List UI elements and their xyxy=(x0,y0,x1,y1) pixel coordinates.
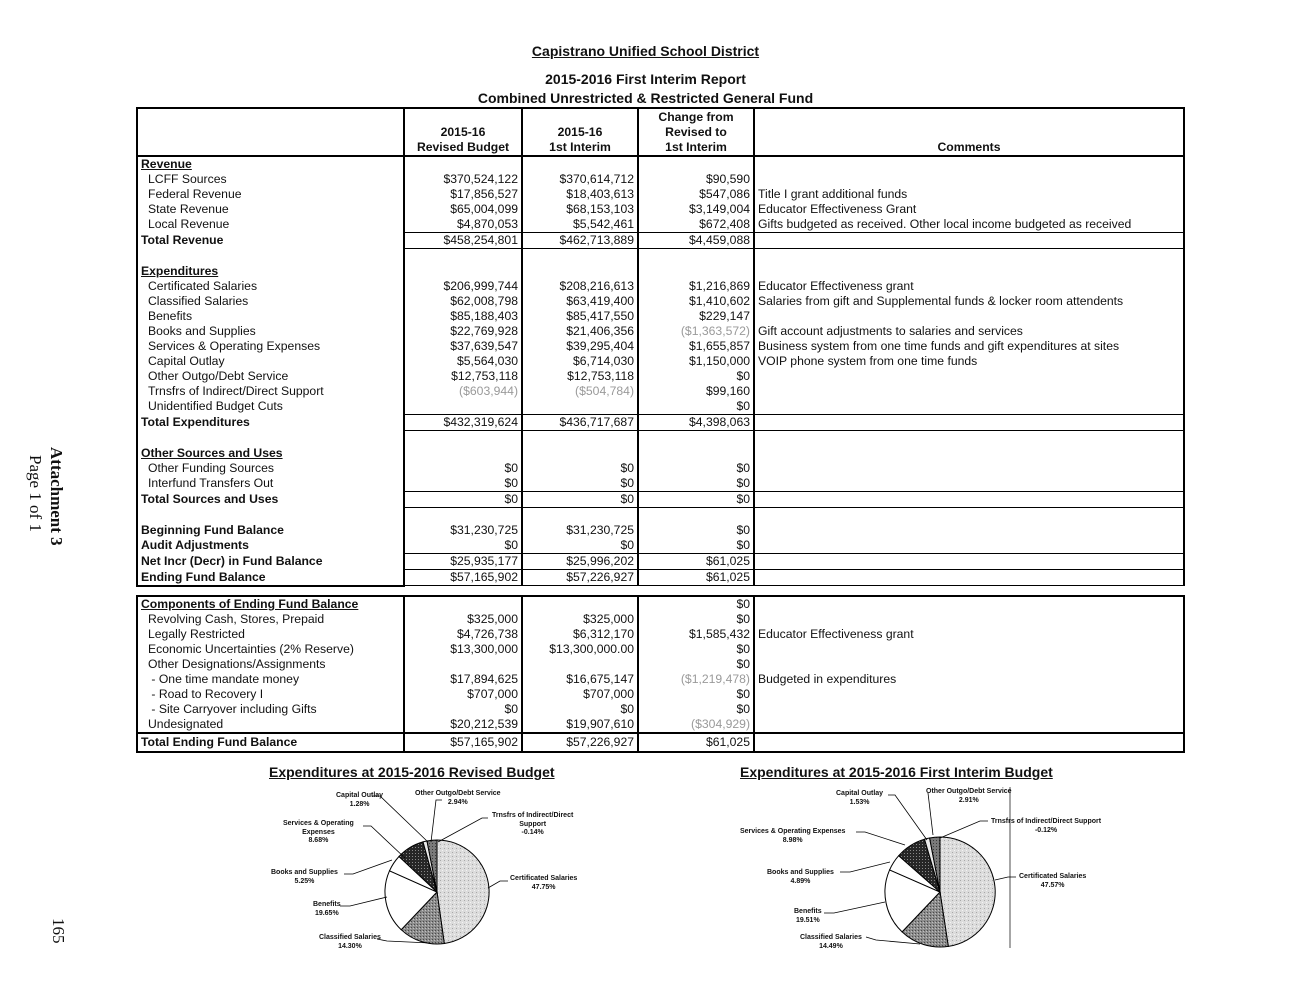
table-row: - Road to Recovery I $707,000 $707,000 $0 xyxy=(137,687,1184,702)
table-row: Economic Uncertainties (2% Reserve) $13,300,000 $13,300,000.00 $0 xyxy=(137,642,1184,657)
table-row: Revolving Cash, Stores, Prepaid $325,000 $325,000 $0 xyxy=(137,612,1184,627)
chart-title-interim: Expenditures at 2015-2016 First Interim Budget xyxy=(740,764,1053,780)
label-classified: Classified Salaries 14.30% xyxy=(319,934,381,950)
table-row: Other Funding Sources $0 $0 $0 xyxy=(137,461,1184,476)
label-books: Books and Supplies 4.89% xyxy=(767,869,834,885)
table-row: - Site Carryover including Gifts $0 $0 $0 xyxy=(137,702,1184,717)
total-row-components: Total Ending Fund Balance $57,165,902 $57,226,927 $61,025 xyxy=(137,733,1184,752)
table-row: Books and Supplies $22,769,928 $21,406,356 ($1,363,572) Gift account adjustments to salaries and services xyxy=(137,324,1184,339)
slice-certificated-salaries xyxy=(940,837,995,946)
table-row: Other Outgo/Debt Service $12,753,118 $12,753,118 $0 xyxy=(137,369,1184,384)
section-row-components: Components of Ending Fund Balance $0 xyxy=(137,596,1184,612)
table-row-beginning-balance: Beginning Fund Balance $31,230,725 $31,230,725 $0 xyxy=(137,523,1184,538)
total-row-revenue: Total Revenue $458,254,801 $462,713,889 $4,459,088 xyxy=(137,233,1184,249)
chart-title-revised: Expenditures at 2015-2016 Revised Budget xyxy=(269,764,555,780)
section-label: Revenue xyxy=(137,156,404,172)
label-services: Services & Operating Expenses 8.68% xyxy=(283,820,354,844)
table-row: Local Revenue $4,870,053 $5,542,461 $672,408 Gifts budgeted as received. Other local income budgeted as received xyxy=(137,217,1184,233)
district-title: Capistrano Unified School District xyxy=(531,43,760,59)
table-row: Capital Outlay $5,564,030 $6,714,030 $1,150,000 VOIP phone system from one time funds xyxy=(137,354,1184,369)
table-row: Classified Salaries $62,008,798 $63,419,400 $1,410,602 Salaries from gift and Supplemental funds & locker room attendents xyxy=(137,294,1184,309)
label-capital-outlay: Capital Outlay 1.28% xyxy=(336,792,384,808)
pie-interim xyxy=(885,837,995,947)
section-label: Other Sources and Uses xyxy=(137,446,404,461)
table-row: State Revenue $65,004,099 $68,153,103 $3,149,004 Educator Effectiveness Grant xyxy=(137,202,1184,217)
label-benefits: Benefits 19.65% xyxy=(313,901,341,917)
label-classified: Classified Salaries 14.49% xyxy=(800,934,862,950)
table-row: Federal Revenue $17,856,527 $18,403,613 $547,086 Title I grant additional funds xyxy=(137,187,1184,202)
label-services: Services & Operating Expenses 8.98% xyxy=(740,828,846,844)
attachment-label: Attachment 3 xyxy=(47,447,66,546)
page-of-label: Page 1 of 1 xyxy=(26,455,45,532)
table-row: Services & Operating Expenses $37,639,547 $39,295,404 $1,655,857 Business system from one time funds and gift expenditures at sites xyxy=(137,339,1184,354)
col-revised-header: 2015-16 Revised Budget xyxy=(404,108,522,156)
table-row-audit-adjustments: Audit Adjustments $0 $0 $0 xyxy=(137,538,1184,554)
table-row: Legally Restricted $4,726,738 $6,312,170 $1,585,432 Educator Effectiveness grant xyxy=(137,627,1184,642)
col-interim-header: 2015-16 1st Interim xyxy=(522,108,638,156)
table-row: Interfund Transfers Out $0 $0 $0 xyxy=(137,476,1184,492)
table-row: LCFF Sources $370,524,122 $370,614,712 $90,590 xyxy=(137,172,1184,187)
label-certificated: Certificated Salaries 47.75% xyxy=(510,875,578,891)
section-label: Components of Ending Fund Balance xyxy=(137,596,404,612)
table-row: Unidentified Budget Cuts $0 xyxy=(137,399,1184,415)
slice-certificated-salaries xyxy=(437,840,489,944)
label-transfers: Trnsfrs of Indirect/Direct Support -0.12% xyxy=(991,818,1102,834)
page-number: 165 xyxy=(49,918,68,944)
col-change-header: Change from Revised to 1st Interim xyxy=(638,108,754,156)
pie-revised xyxy=(385,840,489,944)
table-row: Other Designations/Assignments $0 xyxy=(137,657,1184,672)
table-row-ending-balance: Ending Fund Balance $57,165,902 $57,226,927 $61,025 xyxy=(137,570,1184,586)
section-label: Expenditures xyxy=(137,264,404,279)
label-capital-outlay: Capital Outlay 1.53% xyxy=(836,790,884,806)
total-row-expenditures: Total Expenditures $432,319,624 $436,717,687 $4,398,063 xyxy=(137,415,1184,431)
table-row: Certificated Salaries $206,999,744 $208,216,613 $1,216,869 Educator Effectiveness grant xyxy=(137,279,1184,294)
table-row: Undesignated $20,212,539 $19,907,610 ($304,929) xyxy=(137,717,1184,733)
col-comments-header: Comments xyxy=(754,108,1184,156)
label-other-outgo: Other Outgo/Debt Service 2.91% xyxy=(926,788,1012,804)
label-certificated: Certificated Salaries 47.57% xyxy=(1019,873,1087,889)
table-row: Benefits $85,188,403 $85,417,550 $229,147 xyxy=(137,309,1184,324)
table-row: - One time mandate money $17,894,625 $16,675,147 ($1,219,478) Budgeted in expenditures xyxy=(137,672,1184,687)
fund-title: Combined Unrestricted & Restricted General Fund xyxy=(477,90,814,106)
total-row-sources: Total Sources and Uses $0 $0 $0 xyxy=(137,492,1184,508)
label-books: Books and Supplies 5.25% xyxy=(271,869,338,885)
report-title: 2015-2016 First Interim Report xyxy=(545,71,746,87)
table-row: Trnsfrs of Indirect/Direct Support ($603,944) ($504,784) $99,160 xyxy=(137,384,1184,399)
table-row-net-change: Net Incr (Decr) in Fund Balance $25,935,177 $25,996,202 $61,025 xyxy=(137,554,1184,570)
label-benefits: Benefits 19.51% xyxy=(794,908,822,924)
label-other-outgo: Other Outgo/Debt Service 2.94% xyxy=(415,790,501,806)
label-transfers: Trnsfrs of Indirect/Direct Support -0.14% xyxy=(492,812,574,836)
